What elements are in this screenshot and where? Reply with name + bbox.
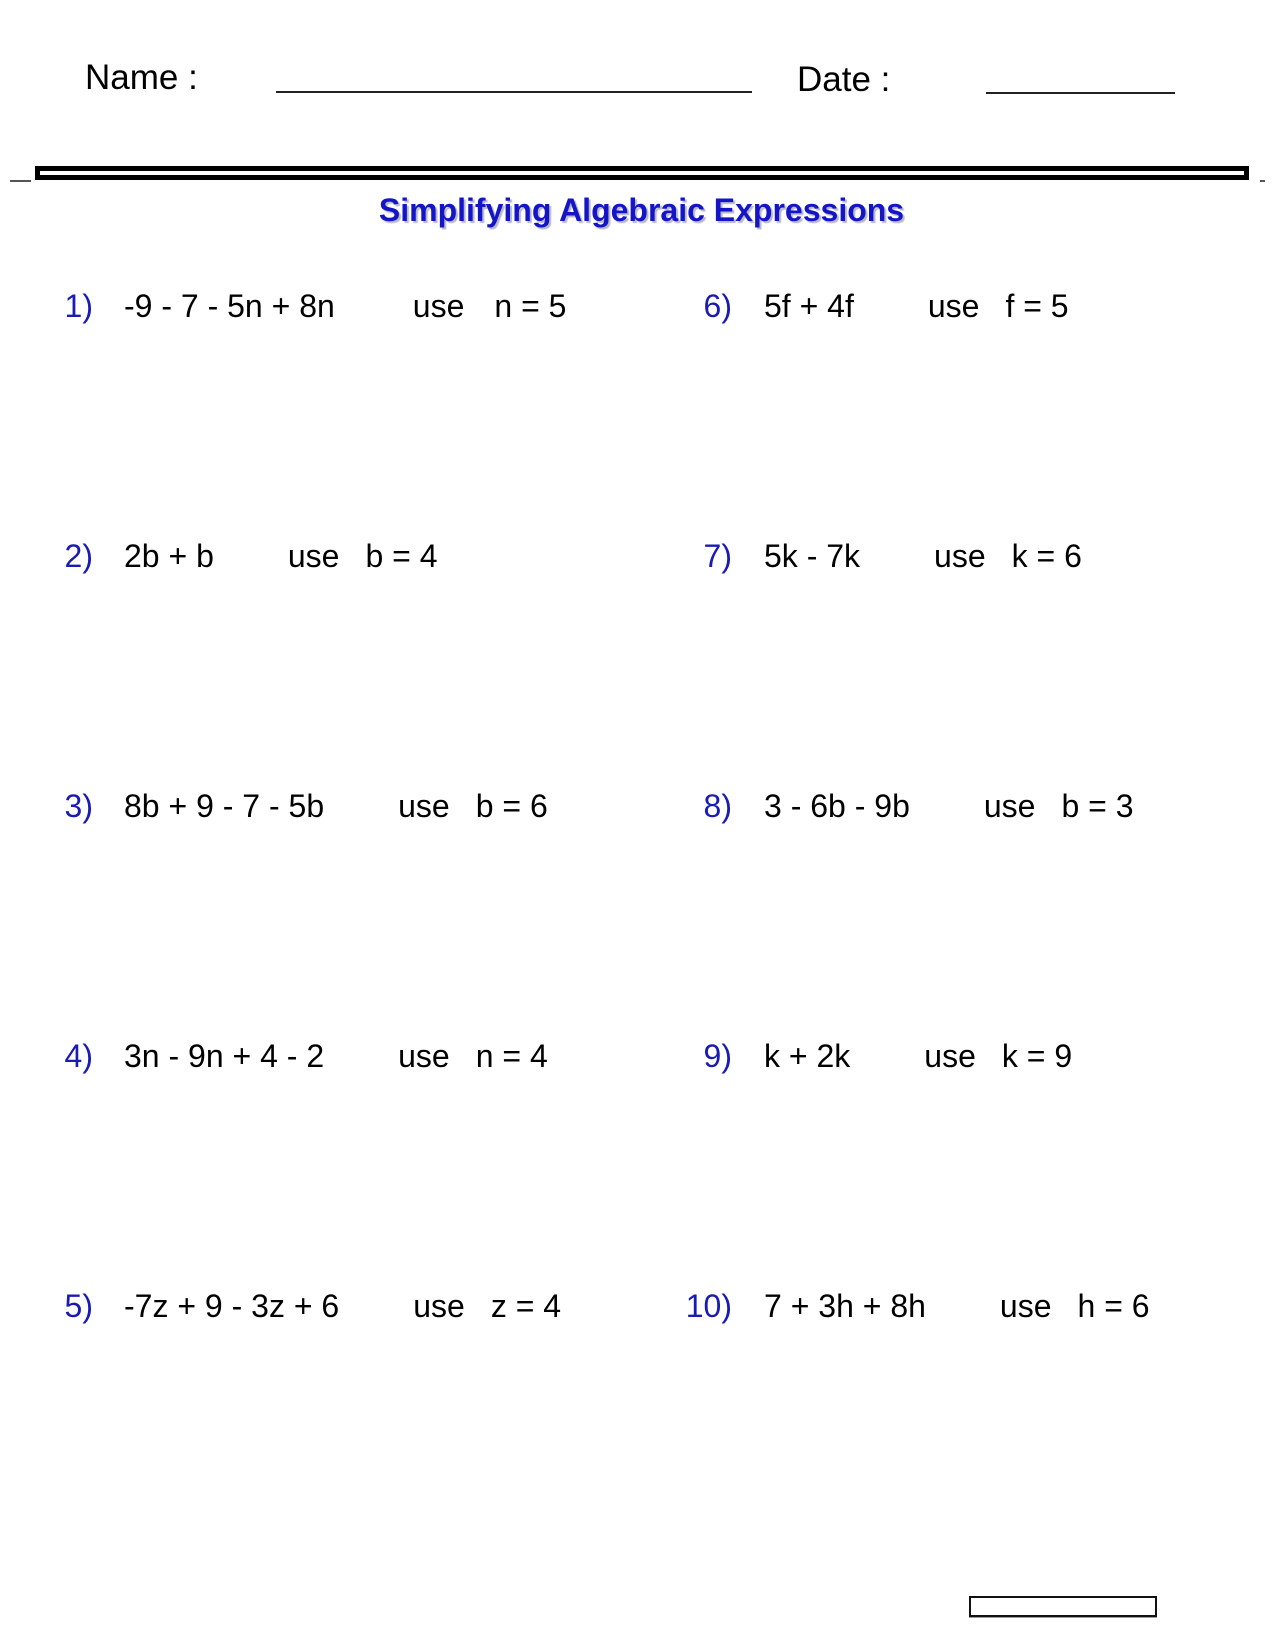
problem-expression: 3n - 9n + 4 - 2 [124,1038,325,1074]
use-label: use [999,1288,1052,1324]
problem-4 [45,1036,548,1076]
problem-number: 10) [685,1288,732,1324]
problem-number: 7) [703,538,732,574]
worksheet-title: Simplifying Algebraic Expressions [378,192,905,228]
problem-number: 9) [703,1038,732,1074]
name-field-line[interactable] [276,91,752,93]
variable-assignment: z = 4 [490,1288,562,1324]
variable-assignment: n = 4 [475,1038,548,1074]
variable-assignment: k = 6 [1011,538,1082,574]
rule-right-dash [1260,180,1265,182]
problem-8 [684,786,1134,826]
problem-1 [45,286,566,326]
variable-assignment: b = 4 [365,538,438,574]
date-field-line[interactable] [986,92,1175,94]
variable-assignment: b = 6 [475,788,548,824]
variable-assignment: f = 5 [1005,288,1069,324]
problem-number: 6) [703,288,732,324]
problem-expression: 3 - 6b - 9b [764,788,910,824]
problem-expression: 7 + 3h + 8h [764,1288,926,1324]
variable-assignment: b = 3 [1061,788,1134,824]
problem-number: 8) [703,788,732,824]
date-label: Date : [797,60,891,99]
problem-2 [45,536,438,576]
problem-10 [684,1286,1150,1326]
use-label: use [924,1038,976,1074]
rule-left-dash [10,180,31,182]
use-label: use [398,1038,450,1074]
problem-9 [684,1036,1072,1076]
problem-7 [684,536,1082,576]
problem-number: 1) [64,288,93,324]
problem-expression: -9 - 7 - 5n + 8n [124,288,335,324]
use-label: use [413,1288,465,1324]
problem-5 [45,1286,561,1326]
problem-number: 4) [64,1038,93,1074]
problem-expression: k + 2k [764,1038,851,1074]
variable-assignment: k = 9 [1001,1038,1073,1074]
variable-assignment: n = 5 [494,288,567,324]
problem-expression: 8b + 9 - 7 - 5b [124,788,325,824]
problem-expression: 5k - 7k [764,538,861,574]
use-label: use [398,788,450,824]
use-label: use [412,288,465,324]
use-label: use [927,288,980,324]
problem-number: 2) [64,538,93,574]
name-label: Name : [85,58,198,97]
use-label: use [983,788,1036,824]
use-label: use [287,538,340,574]
use-label: use [934,538,986,574]
header-divider [35,166,1249,180]
problem-number: 3) [64,788,93,824]
score-box[interactable] [969,1596,1157,1617]
problem-6 [684,286,1069,326]
problem-expression: -7z + 9 - 3z + 6 [124,1288,340,1324]
problem-expression: 2b + b [124,538,214,574]
problem-expression: 5f + 4f [764,288,854,324]
variable-assignment: h = 6 [1077,1288,1150,1324]
problem-3 [45,786,548,826]
problem-number: 5) [64,1288,93,1324]
